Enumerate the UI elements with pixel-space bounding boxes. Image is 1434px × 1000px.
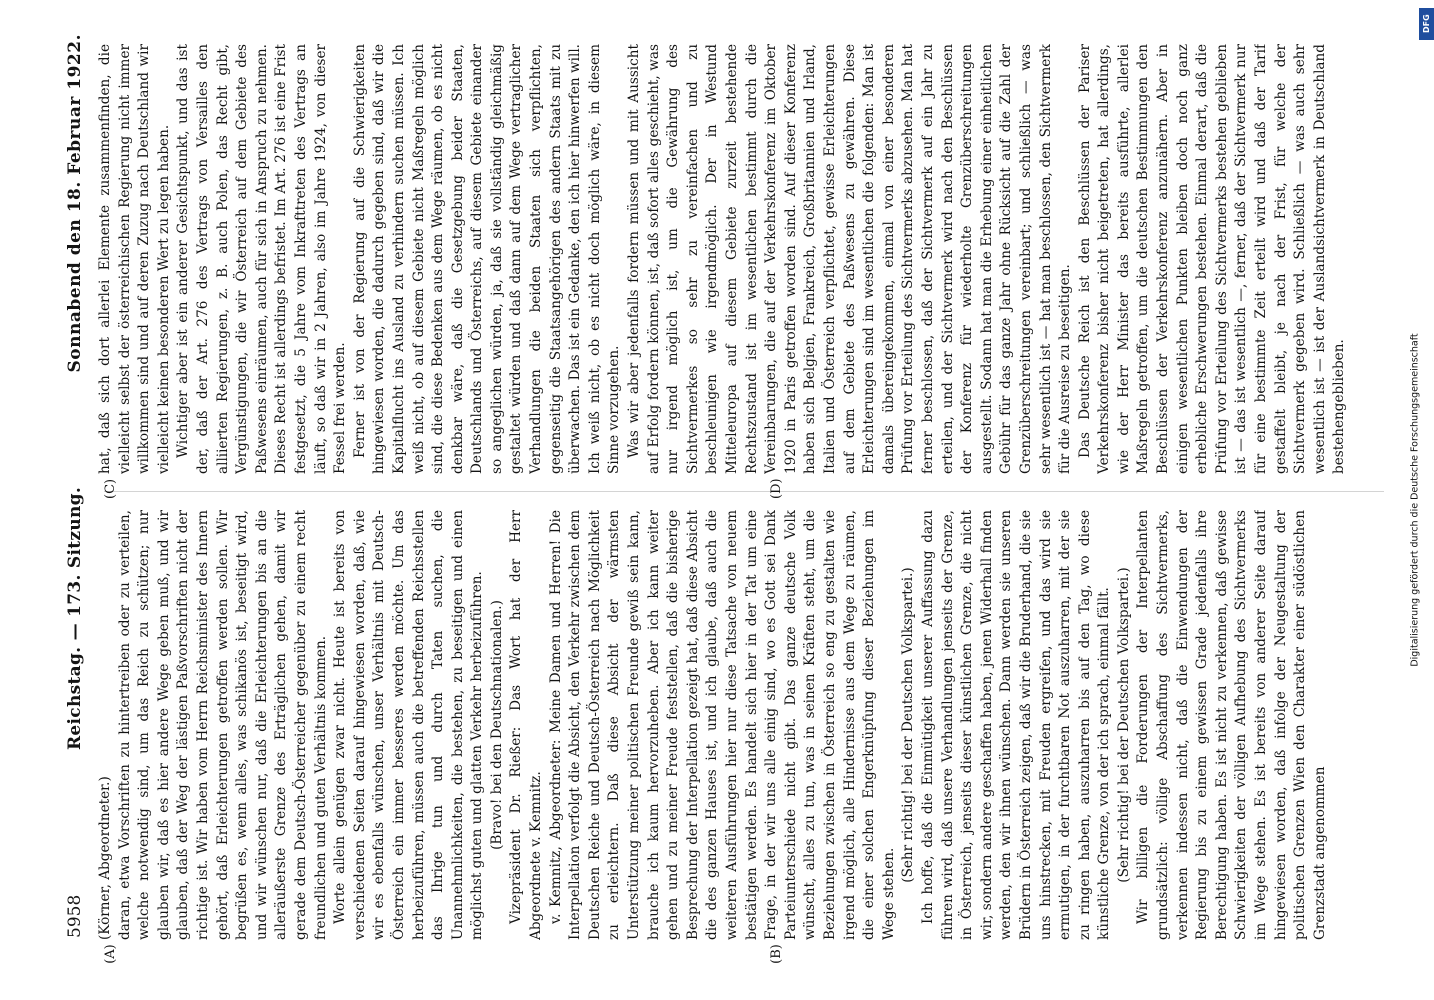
margin-marker-b: (B) — [769, 944, 784, 964]
paragraph: Wir billigen die Forderungen der Interpellanten grundsätzlich: völlige Abschaffung des Sichtvermerks, verkennen indessen nicht, daß die Einwendungen der Regierung bis zu einem gewissen Grade jedenfalls ihre Berechtigung haben. Es ist nicht zu verkennen, daß gewisse Schwierigkeiten der völligen Aufhebung des Sichtvermerks im Wege stehen. Es ist bereits von anderer Seite darauf hingewiesen worden, daß infolge der Neugestaltung der politischen Grenzen Wien den Charakter einer südöstlichen Grenzstadt angenommen — [1135, 510, 1328, 940]
paragraph: Wichtiger aber ist ein anderer Gesichtspunkt, und das ist der, daß der Art. 276 des Vertrags von Versailles den alliierten Regierungen, z. B. auch Polen, das Recht gibt, Vergünstigungen, die wir Österreich auf dem Gebiete des Paßwesens einräumen, auch für sich in Anspruch zu nehmen. Dieses Recht ist allerdings befristet. Im Art. 276 ist eine Frist festgesetzt, die 5 Jahre vom Inkrafttreten des Vertrags an läuft, so daß wir in 2 Jahren, also im Jahre 1924, von dieser Fessel frei werden. — [175, 44, 349, 474]
interjection: (Sehr richtig! bei der Deutschen Volkspartei.) — [900, 567, 917, 883]
page-content — [60, 30, 1400, 964]
dfg-logo: DFG — [1419, 8, 1434, 40]
column-divider — [104, 491, 1384, 492]
right-column — [96, 44, 1396, 474]
digitization-credit: Digitalisierung gefördert durch die Deutsche Forschungsgemeinschaft — [1409, 333, 1421, 667]
left-column — [96, 510, 1396, 940]
session-date: Sonnabend den 18. Februar 1922. — [65, 34, 85, 373]
page-title: Reichstag. — 173. Sitzung. — [65, 486, 85, 750]
paragraph: v. Kemnitz, Abgeordneter: Meine Damen und Herren! Die Interpellation verfolgt die Absicht, den Verkehr zwischen dem Deutschen Reiche und Deutsch-Österreich nach Möglichkeit zu erleichtern. Daß diese Absicht der wärmsten Unterstützung meiner politischen Freunde gewiß sein kann, brauche ich kaum hervorzuheben. Aber ich kann weiter gehen und zu meiner Freude feststellen, daß die bisherige Besprechung der Interpellation gezeigt hat, daß diese Absicht die des ganzen Hauses ist, und ich glaube, daß auch die weiteren Ausführungen hier nur diese Tatsache von neuem bestätigen werden. Es handelt sich hier in der Tat um eine Frage, in der wir uns alle einig sind, wo es Gott sei Dank Parteiunterschiede nicht gibt. Das ganze deutsche Volk wünscht, alles zu tun, was in seinen Kräften steht, um die Beziehungen zwischen in Österreich so eng zu gestalten wie irgend möglich, alle Hindernisse aus dem Wege zu räumen, die einer solchen Engerknüpfung dieser Beziehungen im Wege stehen. — [547, 510, 897, 940]
page-header — [60, 30, 90, 940]
paragraph: Was wir aber jedenfalls fordern müssen und mit Aussicht auf Erfolg fordern können, ist, daß sofort alles geschieht, was nur irgend möglich ist, um die Gewährung des Sichtvermerkes so sehr zu vereinfachen und zu beschleunigen wie irgendmöglich. Der in Westund Mitteleuropa auf diesem Gebiete zurzeit bestehende Rechtszustand ist im wesentlichen bestimmt durch die Vereinbarungen, die auf der Verkehrskonferenz im Oktober 1920 in Paris getroffen worden sind. Auf dieser Konferenz haben sich Belgien, Frankreich, Großbritannien und Irland, Italien und Österreich verpflichtet, gewisse Erleichterungen auf dem Gebiete des Paßwesens zu gewähren. Diese Erleichterungen sind im wesentlichen die folgenden: Man ist damals übereingekommen, einmal von einer besonderen Prüfung vor Erteilung des Sichtvermerks abzusehen. Man hat ferner beschlossen, daß der Sichtvermerk auf ein Jahr zu erteilen, und der Sichtvermerk wird nach den Beschlüssen der Konferenz für wiederholte Grenzüberschreitungen ausgestellt. Sodann hat man die Erhebung einer einheitlichen Gebühr für das ganze Jahr ohne Rücksicht auf die Zahl der Grenzüberschreitungen vereinbart; und schließlich — was sehr wesentlich ist — hat man beschlossen, den Sichtvermerk für die Ausreise zu beseitigen. — [626, 44, 1074, 474]
paragraph: Worte allein genügen zwar nicht. Heute ist bereits von verschiedenen Seiten darauf hingewiesen worden, daß, wie wir es ebenfalls wünschen, unser Verhältnis mit Deutsch-Österreich ein immer besseres werden möchte. Um das herbeizuführen, müssen auch die betreffenden Reichsstellen das Ihrige tun und durch Taten suchen, die Unannehmlichkeiten, die bestehen, zu beseitigen und einen möglichst guten und glatten Verkehr herbeizuführen. — [332, 510, 486, 940]
paragraph: hat, daß sich dort allerlei Elemente zusammenfinden, die vielleicht selbst der österreichischen Regierung nicht immer willkommen sind und auf deren Zuzug nach Deutschland wir vielleicht keinen besonderen Wert zu legen haben. — [97, 44, 172, 474]
paragraph: Vizepräsident Dr. Rießer: Das Wort hat der Herr Abgeordnete v. Kemnitz. — [508, 510, 545, 940]
interjection: (Bravo! bei den Deutschnationalen.) — [488, 600, 505, 850]
paragraph: daran, etwa Vorschriften zu hintertreiben oder zu verteilen, welche notwendig sind, um das Reich zu schützen; nur glauben wir, daß es hier andere Wege geben muß, und wir glauben, daß der Weg der lästigen Paßvorschriften nicht der richtige ist. Wir haben vom Herrn Reichsminister des Innern gehört, daß Erleichterungen getroffen werden sollen. Wir begrüßen es, wenn alles, was schikanös ist, beseitigt wird, und wir wünschen nur, daß die Erleichterungen bis an die alleräußerste Grenze des Erträglichen gehen, damit wir gerade dem Deutsch-Österreicher gegenüber zu einem recht freundlichen und guten Verhältnis kommen. — [116, 510, 329, 940]
margin-marker-c: (C) — [103, 478, 118, 499]
paragraph: Das Deutsche Reich ist den Beschlüssen der Pariser Verkehrskonferenz bisher nicht beigetreten, hat allerdings, wie der Herr Minister das bereits ausführte, allerlei Maßregeln getroffen, um die deutschen Bestimmungen den Beschlüssen der Verkehrskonferenz anzunähern. Aber in einigen wesentlichen Punkten bleiben doch noch ganz erhebliche Erschwerungen bestehen. Einmal derart, daß die Prüfung vor Erteilung des Sichtvermerks bestehen geblieben ist — das ist wesentlich —, ferner, daß der Sichtvermerk nur für eine bestimmte Zeit erteilt wird und daß der Tarif gestaffelt bleibt, je nach der Frist, für welche der Sichtvermerk gegeben wird. Schließlich — was auch sehr wesentlich ist — ist der Auslandsichtvermerk in Deutschland bestehengeblieben. — [1076, 44, 1348, 474]
page-number: 5958 — [65, 894, 85, 938]
margin-marker-a: (A) — [103, 944, 118, 964]
paragraph: Ferner ist von der Regierung auf die Schwierigkeiten hingewiesen worden, die dadurch gegeben sind, daß wir die Kapitalflucht ins Ausland zu verhindern suchen müssen. Ich weiß nicht, ob auf diesem Gebiete nicht Maßregeln möglich sind, die diese Bedenken aus dem Wege räumen, ob es nicht denkbar wäre, daß die Gesetzgebung beider Staaten, Deutschlands und Österreichs, auf diesem Gebiete einander so angeglichen würden, ja, daß sie vollständig gleichmäßig gestaltet würden und daß dann auf dem Wege vertraglicher Verhandlungen die beiden Staaten sich verpflichten, gegenseitig die Staatsangehörigen des andern Staats mit zu überwachen. Das ist ein Gedanke, den ich hier hinwerfen will. Ich weiß nicht, ob es nicht doch möglich wäre, in diesem Sinne vorzugehen. — [351, 44, 623, 474]
interjection: (Sehr richtig! bei der Deutschen Volkspartei.) — [1115, 567, 1132, 883]
paragraph: Ich hoffe, daß die Einmütigkeit unserer Auffassung dazu führen wird, daß unsere Verhandlungen jenseits der Grenze, in Österreich, jenseits dieser künstlichen Grenze, die nicht wir, sondern andere geschaffen haben, jenen Widerhall finden werden, den wir ihnen wünschen. Dann werden sie unseren Brüdern in Österreich zeigen, daß wir die Bruderhand, die sie uns hinstrecken, mit Freuden ergreifen, und das wird sie ermutigen, in der furchtbaren Not auszuharren, mit der sie zu ringen haben, auszuharren bis auf den Tag, wo diese künstliche Grenze, von der ich sprach, einmal fällt. — [919, 510, 1113, 940]
speaker-note: (Körner, Abgeordneter.) — [97, 776, 113, 940]
margin-marker-d: (D) — [769, 478, 784, 499]
